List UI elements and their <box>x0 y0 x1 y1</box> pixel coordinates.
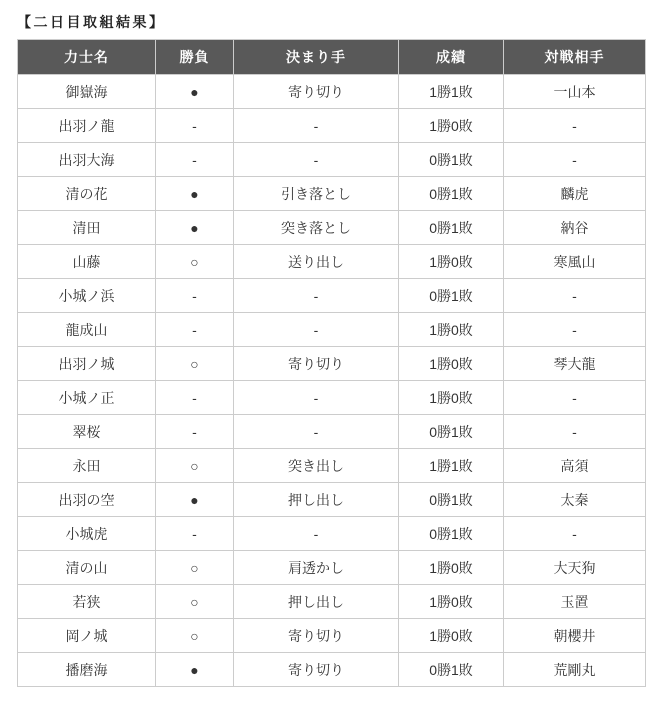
result-mark-cell: ● <box>156 483 234 517</box>
table-row <box>18 245 646 279</box>
opponent-cell: - <box>504 279 646 313</box>
result-mark-cell: - <box>156 143 234 177</box>
table-header-row <box>18 40 646 75</box>
result-mark-cell: ● <box>156 75 234 109</box>
table-row <box>18 381 646 415</box>
table-row <box>18 449 646 483</box>
result-mark-cell: - <box>156 415 234 449</box>
result-mark-cell: - <box>156 313 234 347</box>
opponent-cell: 玉置 <box>504 585 646 619</box>
table-row <box>18 211 646 245</box>
rikishi-name-cell: 出羽大海 <box>18 143 156 177</box>
result-mark-cell: ○ <box>156 585 234 619</box>
opponent-cell: 麟虎 <box>504 177 646 211</box>
record-cell: 1勝0敗 <box>399 381 504 415</box>
record-cell: 1勝0敗 <box>399 245 504 279</box>
table-row <box>18 177 646 211</box>
table-row <box>18 585 646 619</box>
rikishi-name-cell: 龍成山 <box>18 313 156 347</box>
kimarite-cell: 突き落とし <box>234 211 399 245</box>
rikishi-name-cell: 播磨海 <box>18 653 156 687</box>
opponent-cell: 納谷 <box>504 211 646 245</box>
table-row <box>18 143 646 177</box>
record-cell: 1勝0敗 <box>399 551 504 585</box>
table-row <box>18 347 646 381</box>
record-cell: 1勝1敗 <box>399 449 504 483</box>
record-cell: 1勝1敗 <box>399 75 504 109</box>
opponent-cell: 太秦 <box>504 483 646 517</box>
opponent-cell: 高須 <box>504 449 646 483</box>
record-cell: 0勝1敗 <box>399 653 504 687</box>
result-mark-cell: ○ <box>156 619 234 653</box>
rikishi-name-cell: 清田 <box>18 211 156 245</box>
record-cell: 1勝0敗 <box>399 585 504 619</box>
page-title: 【二日目取組結果】 <box>17 14 166 30</box>
opponent-cell: 一山本 <box>504 75 646 109</box>
record-cell: 0勝1敗 <box>399 143 504 177</box>
kimarite-cell: - <box>234 279 399 313</box>
result-mark-cell: ● <box>156 211 234 245</box>
rikishi-name-cell: 御嶽海 <box>18 75 156 109</box>
rikishi-name-cell: 永田 <box>18 449 156 483</box>
col-header-kimarite: 決まり手 <box>234 40 399 75</box>
kimarite-cell: - <box>234 313 399 347</box>
opponent-cell: 朝櫻井 <box>504 619 646 653</box>
opponent-cell: 荒剛丸 <box>504 653 646 687</box>
kimarite-cell: - <box>234 517 399 551</box>
rikishi-name-cell: 小城ノ正 <box>18 381 156 415</box>
result-mark-cell: ○ <box>156 347 234 381</box>
kimarite-cell: - <box>234 143 399 177</box>
table-row <box>18 619 646 653</box>
rikishi-name-cell: 小城虎 <box>18 517 156 551</box>
table-row <box>18 551 646 585</box>
opponent-cell: 寒風山 <box>504 245 646 279</box>
kimarite-cell: 寄り切り <box>234 653 399 687</box>
result-mark-cell: - <box>156 279 234 313</box>
record-cell: 0勝1敗 <box>399 415 504 449</box>
opponent-cell: - <box>504 415 646 449</box>
kimarite-cell: 寄り切り <box>234 75 399 109</box>
rikishi-name-cell: 出羽ノ城 <box>18 347 156 381</box>
table-row <box>18 415 646 449</box>
table-row <box>18 109 646 143</box>
record-cell: 0勝1敗 <box>399 517 504 551</box>
opponent-cell: 大天狗 <box>504 551 646 585</box>
record-cell: 0勝1敗 <box>399 483 504 517</box>
kimarite-cell: 突き出し <box>234 449 399 483</box>
table-row <box>18 75 646 109</box>
rikishi-name-cell: 岡ノ城 <box>18 619 156 653</box>
result-mark-cell: ○ <box>156 245 234 279</box>
opponent-cell: 琴大龍 <box>504 347 646 381</box>
record-cell: 1勝0敗 <box>399 619 504 653</box>
kimarite-cell: 引き落とし <box>234 177 399 211</box>
record-cell: 0勝1敗 <box>399 211 504 245</box>
kimarite-cell: 肩透かし <box>234 551 399 585</box>
opponent-cell: - <box>504 381 646 415</box>
kimarite-cell: 送り出し <box>234 245 399 279</box>
kimarite-cell: 押し出し <box>234 585 399 619</box>
rikishi-name-cell: 出羽の空 <box>18 483 156 517</box>
rikishi-name-cell: 小城ノ浜 <box>18 279 156 313</box>
result-mark-cell: ● <box>156 653 234 687</box>
record-cell: 1勝0敗 <box>399 109 504 143</box>
col-header-rikishi-name: 力士名 <box>18 40 156 75</box>
kimarite-cell: 押し出し <box>234 483 399 517</box>
rikishi-name-cell: 翠桜 <box>18 415 156 449</box>
result-mark-cell: ○ <box>156 551 234 585</box>
result-mark-cell: - <box>156 109 234 143</box>
col-header-result-mark: 勝負 <box>156 40 234 75</box>
rikishi-name-cell: 山藤 <box>18 245 156 279</box>
results-table-body <box>18 75 646 687</box>
record-cell: 1勝0敗 <box>399 347 504 381</box>
rikishi-name-cell: 清の山 <box>18 551 156 585</box>
record-cell: 0勝1敗 <box>399 279 504 313</box>
table-row <box>18 653 646 687</box>
rikishi-name-cell: 若狭 <box>18 585 156 619</box>
rikishi-name-cell: 出羽ノ龍 <box>18 109 156 143</box>
result-mark-cell: ● <box>156 177 234 211</box>
kimarite-cell: - <box>234 381 399 415</box>
kimarite-cell: 寄り切り <box>234 619 399 653</box>
result-mark-cell: ○ <box>156 449 234 483</box>
record-cell: 0勝1敗 <box>399 177 504 211</box>
table-row <box>18 313 646 347</box>
kimarite-cell: - <box>234 415 399 449</box>
record-cell: 1勝0敗 <box>399 313 504 347</box>
kimarite-cell: - <box>234 109 399 143</box>
table-row <box>18 517 646 551</box>
result-mark-cell: - <box>156 517 234 551</box>
result-mark-cell: - <box>156 381 234 415</box>
rikishi-name-cell: 清の花 <box>18 177 156 211</box>
opponent-cell: - <box>504 313 646 347</box>
col-header-record: 成績 <box>399 40 504 75</box>
opponent-cell: - <box>504 517 646 551</box>
table-row <box>18 279 646 313</box>
opponent-cell: - <box>504 143 646 177</box>
kimarite-cell: 寄り切り <box>234 347 399 381</box>
table-row <box>18 483 646 517</box>
opponent-cell: - <box>504 109 646 143</box>
col-header-opponent: 対戦相手 <box>504 40 646 75</box>
results-table <box>17 39 646 687</box>
